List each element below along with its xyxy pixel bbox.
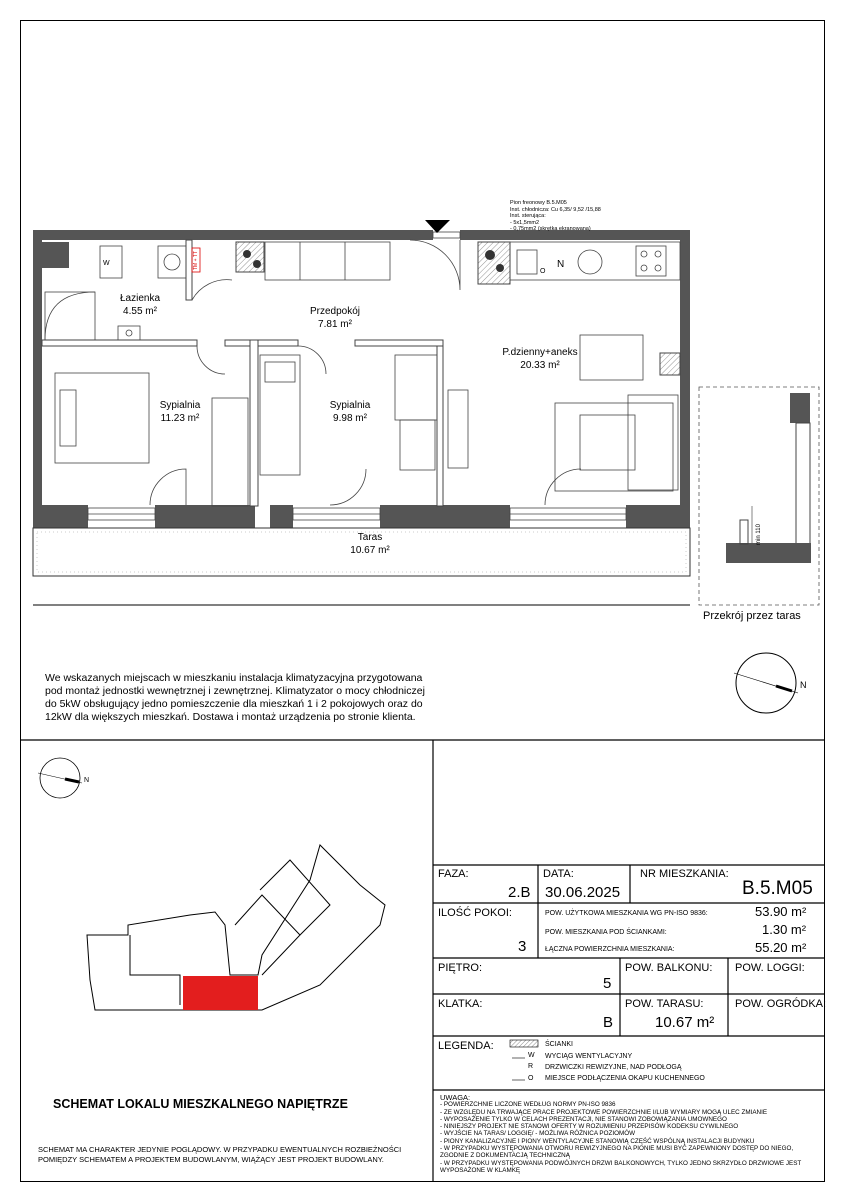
legend-o-symbol: O [528,1075,534,1082]
date-label: DATA: [543,868,574,880]
legend-r-symbol: R [528,1063,534,1070]
room-label-bedroom-1: Sypialnia 11.23 m² [159,400,201,424]
floor-label: PIĘTRO: [438,962,483,974]
svg-text:W: W [103,260,110,267]
room-label-terrace: Taras 10.67 m² [350,532,390,556]
svg-text:min 110: min 110 [756,524,762,545]
wall-area-label: POW. MIESZKANIA POD ŚCIANKAMI: [545,929,667,936]
terrace-area-value: 10.67 m² [655,1014,715,1031]
total-area-value: 55.20 m² [755,940,807,955]
room-label-bedroom-2: Sypialnia 9.98 m² [329,400,371,424]
legend-w-symbol: W [528,1052,535,1059]
svg-text:N: N [84,777,90,784]
rooms-count-label: ILOŚĆ POKOI: [438,907,512,919]
usable-area-value: 53.90 m² [755,904,807,919]
svg-text:N: N [557,259,565,270]
legend-walls: ŚCIANKI [545,1041,574,1048]
date-value: 30.06.2025 [545,884,621,901]
section-caption: Przekrój przez taras [703,610,801,622]
faza-value: 2.B [508,884,531,901]
usable-area-label: POW. UŻYTKOWA MIESZKANIA WG PN-ISO 9836: [545,910,708,917]
faza-label: FAZA: [438,868,469,880]
rooms-count-value: 3 [518,938,527,955]
pipe-note: Pion freonowy B.5.M05 Inst. chłodnicza: Cu 6,35/ 9,52 /15,88 Inst. sterująca: - 5x1,5mm2 - 0,75mm2 (skrętka ekranowana) [510,200,601,232]
legend-label: LEGENDA: [438,1040,494,1052]
bottom-title: SCHEMAT LOKALU MIESZKALNEGO NAPIĘTRZE [53,1097,348,1111]
notes: UWAGA: - POWIERZCHNIE LICZONE WEDŁUG NORMY PN-ISO 9836 - ZE WZGLĘDU NA TRWAJĄCE PRACE PROJEKTOWE POWIERZCHNIE I/LUB WYMIARY MOGĄ ULEC ZMIANIE - WYPOSAŻENIE TYLKO W CELACH PREZENTACJI, NIE STANOWI ZOBOWIĄZANIA UMOWNEGO - NINIEJSZY PROJEKT NIE STANOWI OFERTY W ROZUMIENIU PRZEPISÓW KODEKSU CYWILNEGO - WYJŚCIE NA TARAS/ LOGGIĘ/ - MOŻLIWA RÓŻNICA POZIOMÓW - PIONY KANALIZACYJNE I PIONY WENTYLACYJNE STANOWIĄ CZĘŚĆ WSPÓLNĄ INSTALACJI BUDYNKU - W PRZYPADKU WYSTĘPOWANIA OTWORU REWIZYJNEGO NA PIONIE MUSI BYĆ ZAPEWNIONY DOSTĘP DO NIEGO, ZGODNIE Z DOKUMENTACJĄ TECHNICZNĄ - W PRZYPADKU WYSTĘPOWANIA PODWÓJNYCH DRZWI BALKONOWYCH, TYLKO JEDNO SKRZYDŁO DRZWIOWE JEST WYPOSAŻONE W KLAMKĘ [440,1093,802,1174]
compass-small [38,758,89,798]
apartment-no-value: B.5.M05 [742,878,813,899]
legend-inspection: DRZWICZKI REWIZYJNE, NAD PODŁOGĄ [545,1064,682,1071]
legend-ventilation: WYCIĄG WENTYLACYJNY [545,1053,633,1060]
room-label-living: P.dzienny+aneks 20.33 m² [502,347,578,371]
apartment-no-label: NR MIESZKANIA: [640,868,729,880]
disclaimer: SCHEMAT MA CHARAKTER JEDYNIE POGLĄDOWY. W PRZYPADKU EWENTUALNYCH ROZBIEŻNOŚCI POMIĘDZY SCHEMATEM A PROJEKTEM BUDOWLANYM, WIĄŻĄCY JEST PROJEKT BUDOWLANY. [38,1145,402,1164]
apartment-highlight [183,976,258,1010]
svg-text:N: N [800,680,807,690]
terrace-area-label: POW. TARASU: [625,998,704,1010]
balcony-label: POW. BALKONU: [625,962,713,974]
svg-text:TM + TT: TM + TT [193,251,199,270]
staircase-label: KLATKA: [438,998,483,1010]
garden-label: POW. OGRÓDKA: [735,998,827,1010]
wall-area-value: 1.30 m² [762,922,807,937]
room-label-hall: Przedpokój 7.81 m² [309,306,361,330]
svg-text:O: O [540,268,546,275]
loggia-label: POW. LOGGI: [735,962,805,974]
ac-note: We wskazanych miejscach w mieszkaniu instalacja klimatyzacyjna przygotowana pod montaż jednostki wewnętrznej i zewnętrznej. Klimatyzator o mocy chłodniczej do 5kW obsługujący jedno pomieszczenie dla mieszkań 1 i 2 pokojowych oraz do 12kW dla większych mieszkań. Dostawa i montaż urządzenia po stronie klienta. [45,672,425,723]
room-label-bath: Łazienka 4.55 m² [119,293,161,317]
floor-value: 5 [603,975,612,992]
staircase-value: B [603,1014,614,1031]
legend-hood: MIEJSCE PODŁĄCZENIA OKAPU KUCHENNEGO [545,1075,705,1082]
total-area-label: ŁĄCZNA POWIERZCHNIA MIESZKANIA: [545,946,675,953]
